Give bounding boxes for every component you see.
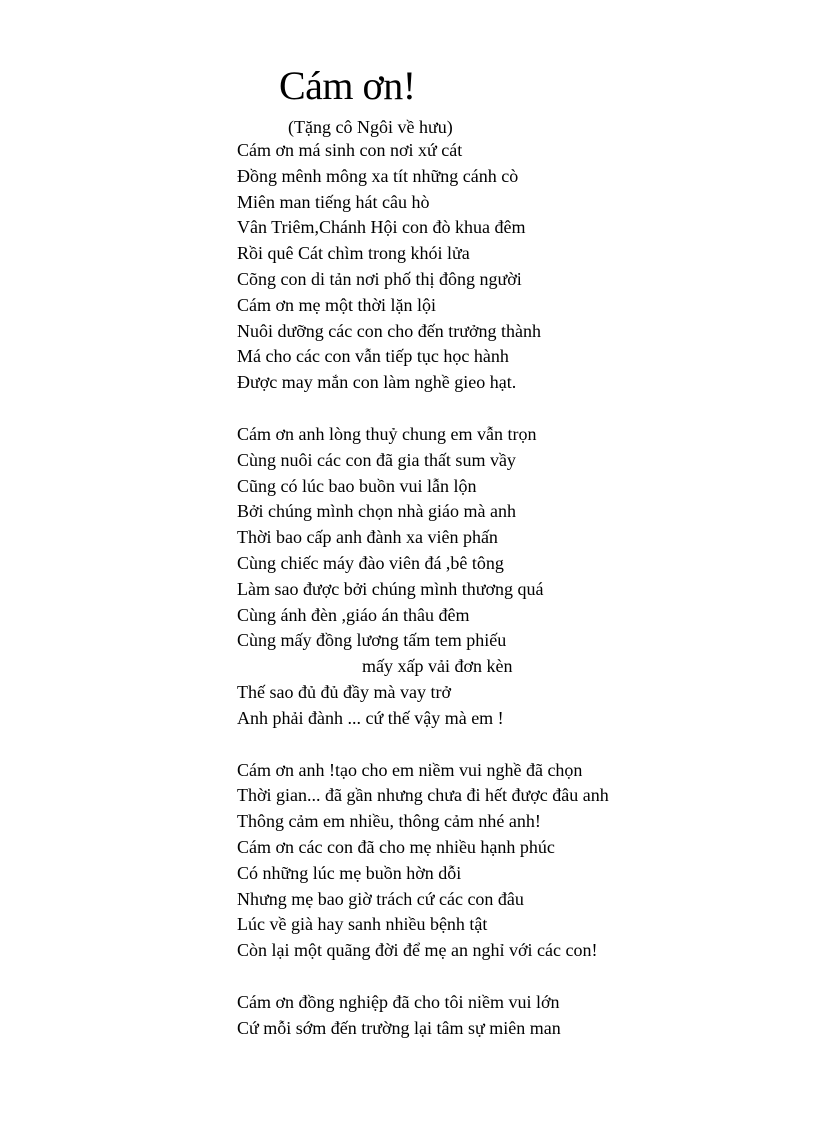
- poem-line: Anh phải đành ... cứ thế vậy mà em !: [237, 707, 504, 728]
- poem-line: Má cho các con vẫn tiếp tục học hành: [237, 346, 509, 367]
- stanza-1: [237, 138, 797, 396]
- poem-line: Cứ mỗi sớm đến trường lại tâm sự miên man: [237, 1017, 561, 1038]
- poem-dedication: (Tặng cô Ngôi về hưu): [288, 117, 453, 137]
- stanza-2: [237, 422, 797, 732]
- poem-line: Đồng mênh mông xa tít những cánh cò: [237, 165, 519, 186]
- poem-line: Cám ơn đồng nghiệp đã cho tôi niềm vui lớn: [237, 991, 560, 1012]
- poem-line: Nuôi dưỡng các con cho đến trưởng thành: [237, 320, 541, 341]
- poem-title: Cám ơn!: [279, 63, 416, 108]
- poem-line: Cám ơn các con đã cho mẹ nhiều hạnh phúc: [237, 836, 555, 857]
- poem-line: Thế sao đủ đủ đầy mà vay trở: [237, 681, 451, 702]
- poem-line: Cám ơn anh !tạo cho em niềm vui nghề đã chọn: [237, 759, 583, 780]
- poem-line: Cùng chiếc máy đào viên đá ,bê tông: [237, 552, 504, 573]
- poem-body: [237, 138, 797, 1068]
- poem-line: Được may mắn con làm nghề gieo hạt.: [237, 372, 517, 393]
- poem-line: Rồi quê Cát chìm trong khói lửa: [237, 243, 470, 264]
- poem-line: Cùng nuôi các con đã gia thất sum vầy: [237, 449, 516, 470]
- poem-line: Thông cảm em nhiều, thông cảm nhé anh!: [237, 811, 541, 832]
- poem-line-indented: mấy xấp vải đơn kèn: [362, 656, 513, 677]
- poem-line: Làm sao được bởi chúng mình thương quá: [237, 578, 544, 599]
- poem-line: Có những lúc mẹ buồn hờn dỗi: [237, 862, 462, 883]
- poem-line: Miên man tiếng hát câu hò: [237, 191, 430, 212]
- poem-line: Cõng con di tản nơi phố thị đông người: [237, 268, 522, 289]
- poem-line: Cám ơn mẹ một thời lặn lội: [237, 294, 437, 315]
- stanza-3: [237, 758, 797, 964]
- poem-line: Vân Triêm,Chánh Hội con đò khua đêm: [237, 217, 526, 238]
- poem-line: Cám ơn má sinh con nơi xứ cát: [237, 140, 463, 160]
- poem-line: Thời gian... đã gần nhưng chưa đi hết được đâu anh: [237, 785, 609, 806]
- stanza-4: [237, 990, 797, 1042]
- poem-line: Thời bao cấp anh đành xa viên phấn: [237, 527, 498, 548]
- poem-line: Cùng ánh đèn ,giáo án thâu đêm: [237, 604, 470, 625]
- poem-line: Cám ơn anh lòng thuỷ chung em vẫn trọn: [237, 423, 537, 444]
- poem-line: Nhưng mẹ bao giờ trách cứ các con đâu: [237, 888, 524, 909]
- poem-line: Còn lại một quãng đời để mẹ an nghỉ với các con!: [237, 940, 598, 961]
- poem-line: Cùng mấy đồng lương tấm tem phiếu: [237, 630, 507, 651]
- poem-line: Cũng có lúc bao buồn vui lẫn lộn: [237, 475, 477, 496]
- poem-line: Bởi chúng mình chọn nhà giáo mà anh: [237, 501, 516, 522]
- poem-line: Lúc về già hay sanh nhiều bệnh tật: [237, 914, 488, 935]
